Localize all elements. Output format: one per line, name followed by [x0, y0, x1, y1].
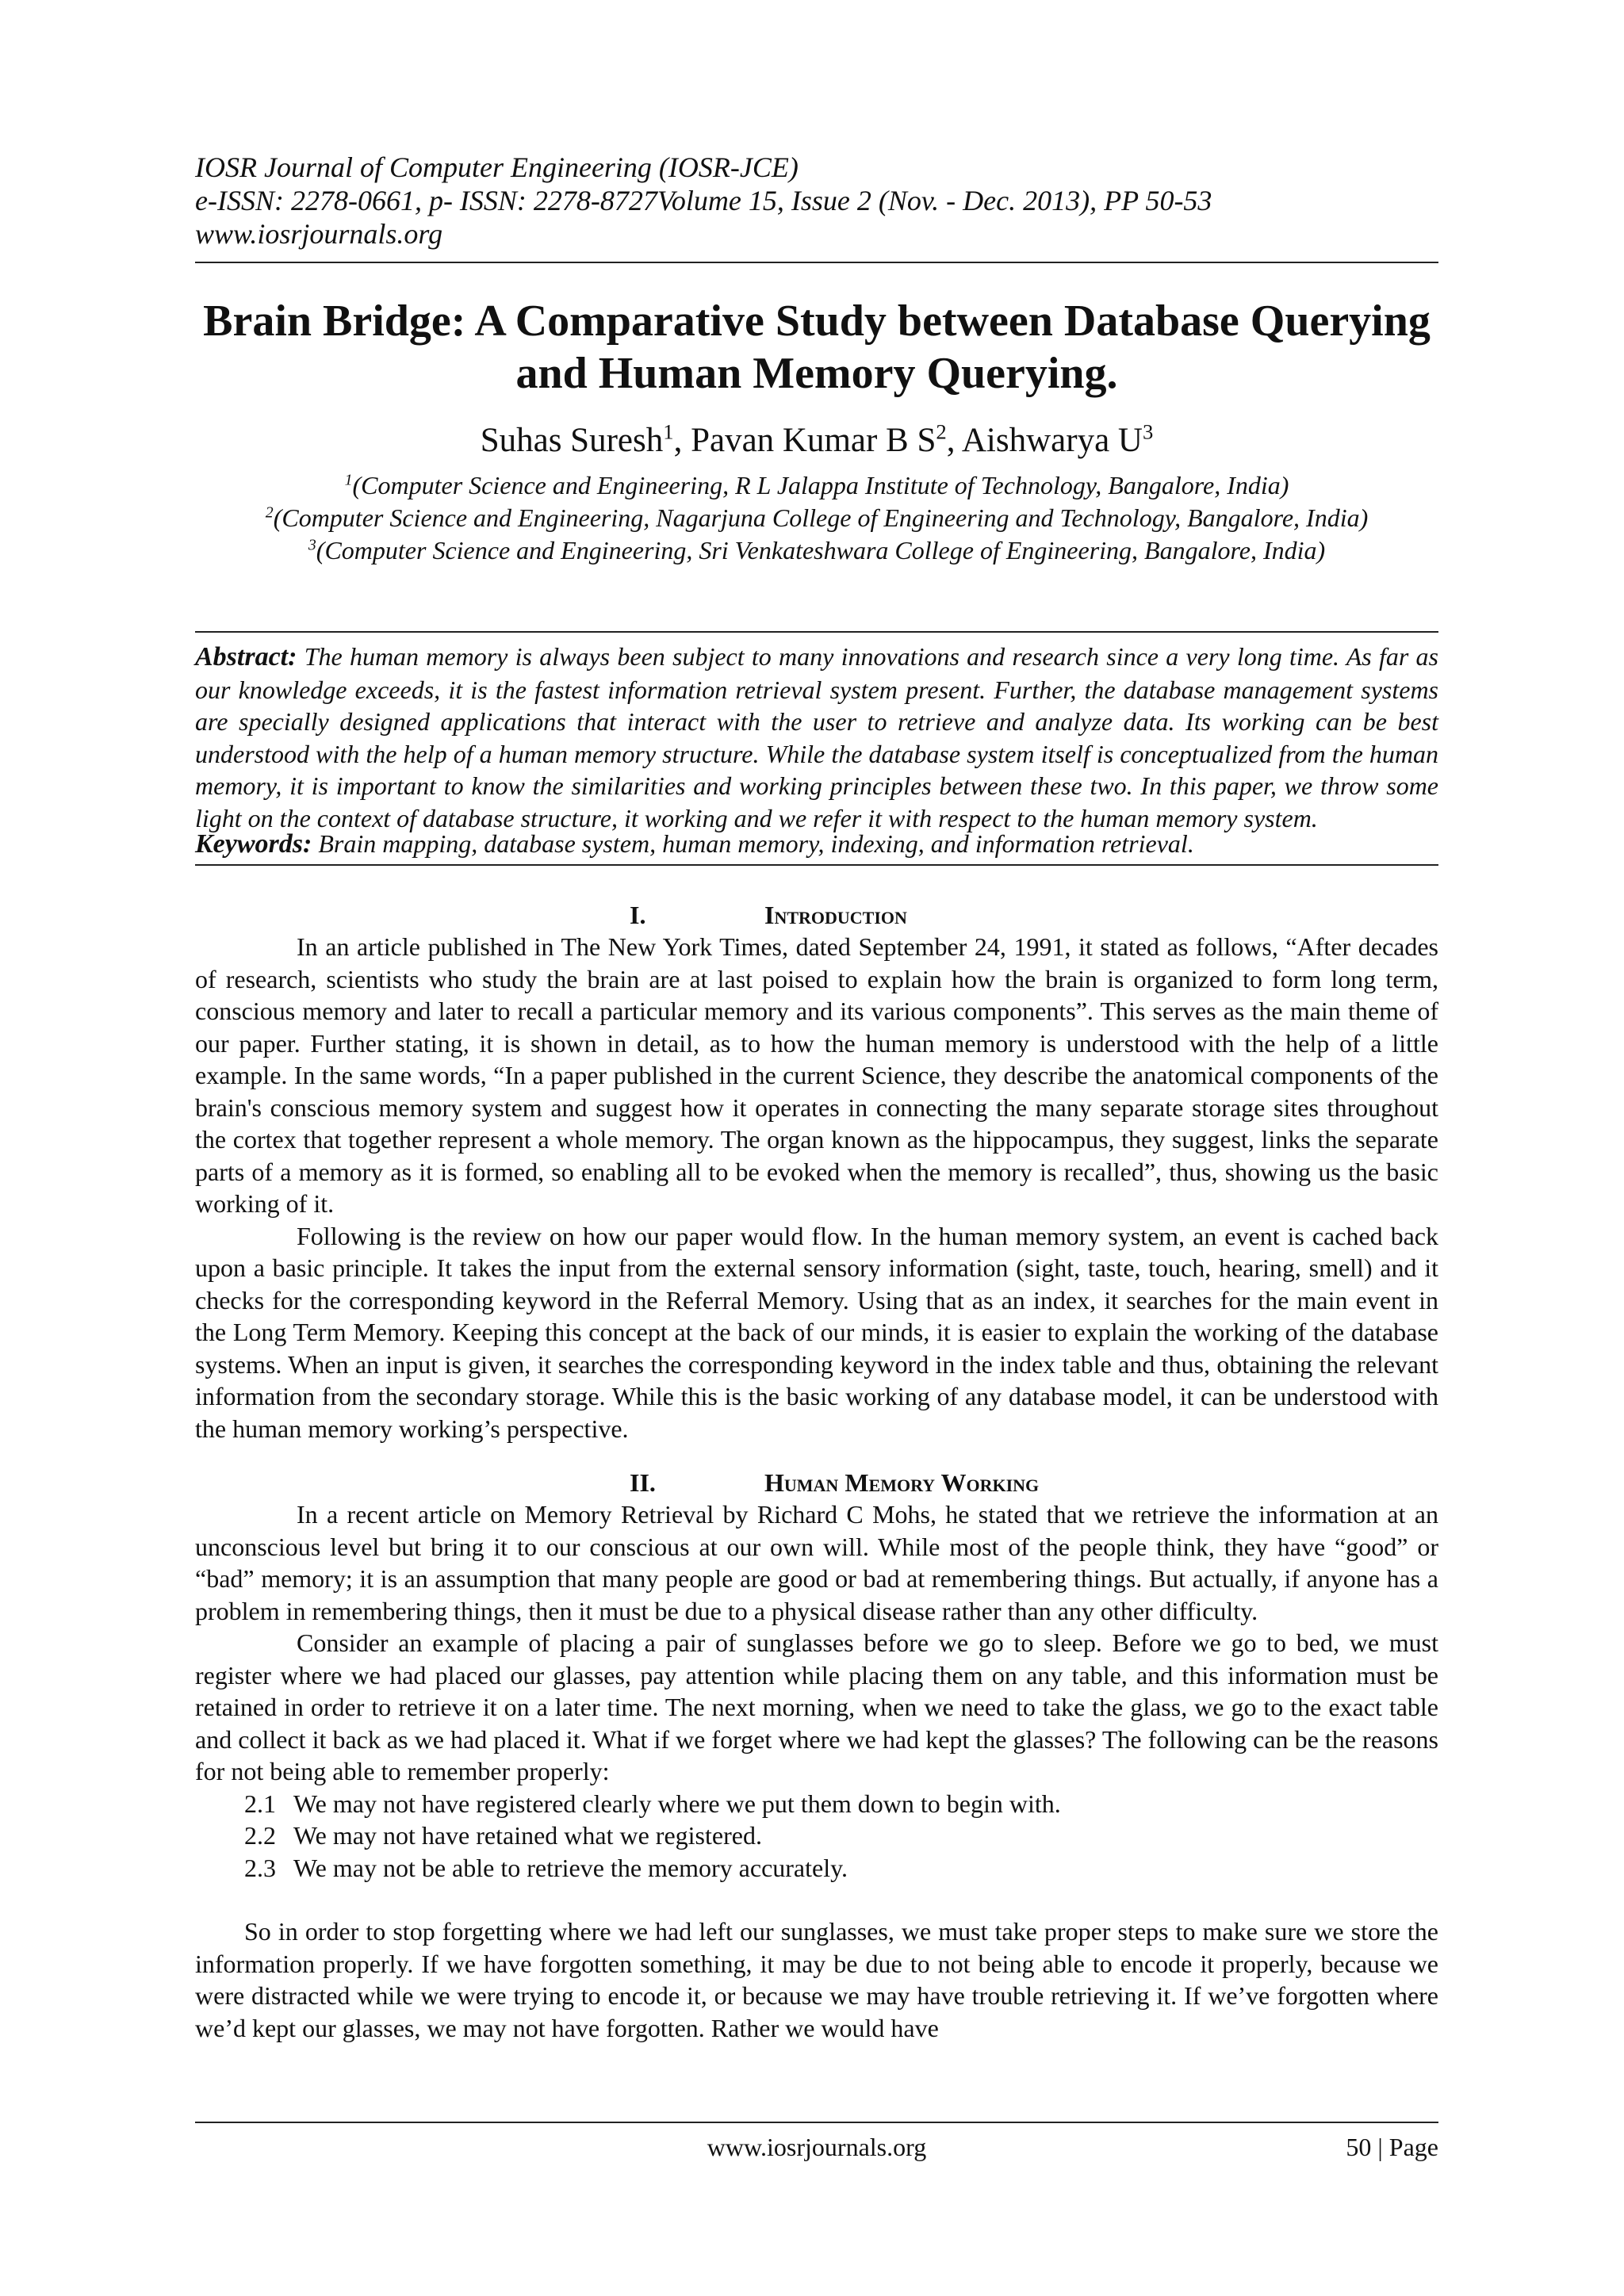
affiliation-mark: 3: [308, 536, 316, 554]
affiliation: [195, 534, 1438, 567]
affiliation-text: (Computer Science and Engineering, R L Jalappa Institute of Technology, Bangalore, India): [352, 471, 1289, 499]
introduction-body: [195, 931, 1438, 1445]
author-separator: ,: [946, 422, 962, 459]
author-name: Aishwarya U: [961, 422, 1143, 459]
author-separator: ,: [673, 422, 691, 459]
paragraph-gap: [195, 1884, 1438, 1915]
section-number: I.: [630, 901, 646, 929]
author-name: Pavan Kumar B S: [691, 422, 936, 459]
human-memory-working-body: [195, 1498, 1438, 2044]
list-item: [195, 1820, 1438, 1852]
affiliation-text: (Computer Science and Engineering, Sri Venkateshwara College of Engineering, Bangalore, India): [316, 536, 1326, 564]
abstract: [195, 641, 1438, 834]
keywords-text: Brain mapping, database system, human memory, indexing, and information retrieval.: [318, 829, 1194, 858]
paper-title-line1: Brain Bridge: A Comparative Study between Database Querying: [203, 297, 1431, 346]
footer-page-number: 50 | Page: [1346, 2133, 1438, 2161]
affiliation-text: (Computer Science and Engineering, Nagarjuna College of Engineering and Technology, Bangalore, India): [273, 503, 1369, 532]
journal-issn: e-ISSN: 2278-0661, p- ISSN: 2278-8727Volume 15, Issue 2 (Nov. - Dec. 2013), PP 50-53: [195, 185, 1212, 216]
paragraph: Consider an example of placing a pair of sunglasses before we go to sleep. Before we go to bed, we must register where we had placed our glasses, pay attention while placing them on any table, and this information must be retained in order to retrieve it on a later time. The next morning, when we need to take the glass, we go to the exact table and collect it back as we had placed it. What if we forget where we had kept the glasses? The following can be the reasons for not being able to remember properly:: [195, 1628, 1438, 1785]
section-title: Introduction: [764, 901, 907, 929]
journal-header: [195, 151, 1438, 251]
reasons-list: [195, 1788, 1438, 1885]
abstract-text: The human memory is always been subject to many innovations and research since a very long time. As far as our knowledge exceeds, it is the fastest information retrieval system present. Further, the database management systems are specially designed applications that interact with the user to retrieve and analyze data. Its working can be best understood with the help of a human memory structure. While the database system itself is conceptualized from the human memory, it is important to know the similarities and working principles between these two. In this paper, we throw some light on the context of database structure, it working and we refer it with respect to the human memory system.: [195, 642, 1439, 832]
paragraph: In a recent article on Memory Retrieval by Richard C Mohs, he stated that we retrieve the information at an unconscious level but bring it to our conscious at our own will. While most of the people think, they have “good” or “bad” memory; it is an assumption that many people are good or bad at remembering things. But actually, if anyone has a problem in remembering things, then it must be due to a physical disease rather than any other difficulty.: [195, 1500, 1438, 1625]
paragraph: In an article published in The New York Times, dated September 24, 1991, it stated as follows, “After decades of research, scientists who study the brain are at last poised to explain how the brain is organized to form long term, conscious memory and later to recall a particular memory and its various components”. This serves as the main theme of our paper. Further stating, it is shown in detail, as to how the human memory is understood with the help of a little example. In the same words, “In a paper published in the current Science, they describe the anatomical components of the brain's conscious memory system and suggest how it operates in connecting the many separate storage sites throughout the cortex that together represent a whole memory. The organ known as the hippocampus, they suggest, links the separate parts of a memory as it is formed, so enabling all to be evoked when the memory is recalled”, thus, showing us the basic working of it.: [195, 932, 1438, 1218]
affiliation-mark: 1: [344, 471, 353, 489]
footer-website[interactable]: www.iosrjournals.org: [707, 2133, 927, 2161]
abstract-label: Abstract:: [195, 642, 297, 672]
affiliation: [195, 469, 1438, 502]
list-item-text: We may not have registered clearly where we put them down to begin with.: [293, 1789, 1061, 1818]
affiliation: [195, 502, 1438, 534]
author-affil-mark: 3: [1142, 419, 1154, 444]
paragraph: So in order to stop forgetting where we had left our sunglasses, we must take proper steps to make sure we store the information properly. If we have forgotten something, it may be due to not being able to encode it properly, because we were distracted while we were trying to encode it, or because we may have trouble retrieving it. If we’ve forgotten where we’d kept our glasses, we may not have forgotten. Rather we would have: [195, 1917, 1438, 2042]
header-rule: [195, 262, 1438, 263]
list-item-number: 2.1: [244, 1789, 276, 1818]
author-list: [195, 420, 1438, 461]
section-title: Human Memory Working: [764, 1468, 1040, 1497]
author-name: Suhas Suresh: [480, 422, 664, 459]
section-number: II.: [630, 1468, 656, 1497]
paragraph: Following is the review on how our paper would flow. In the human memory system, an event is cached back upon a basic principle. It takes the input from the external sensory information (sight, taste, touch, hearing, smell) and it checks for the corresponding keyword in the Referral Memory. Using that as an index, it searches for the main event in the Long Term Memory. Keeping this concept at the back of our minds, it is easier to explain the working of the database systems. When an input is given, it searches the corresponding keyword in the index table and thus, obtaining the relevant information from the secondary storage. While this is the basic working of any database model, it can be understood with the human memory working’s perspective.: [195, 1221, 1438, 1443]
list-item-number: 2.2: [244, 1821, 276, 1850]
abstract-top-rule: [195, 631, 1438, 633]
affiliation-list: [195, 469, 1438, 567]
keywords-label: Keywords:: [195, 829, 312, 859]
list-item-number: 2.3: [244, 1853, 276, 1882]
keywords: [195, 828, 1438, 861]
abstract-bottom-rule: [195, 864, 1438, 866]
footer-rule: [195, 2122, 1438, 2123]
author-affil-mark: 2: [936, 419, 947, 444]
journal-name: IOSR Journal of Computer Engineering (IOSR-JCE): [195, 151, 799, 183]
list-item: [195, 1852, 1438, 1885]
list-item: [195, 1788, 1438, 1820]
affiliation-mark: 2: [265, 503, 274, 522]
author-affil-mark: 1: [663, 419, 674, 444]
journal-website[interactable]: www.iosrjournals.org: [195, 218, 443, 250]
paper-title-line2: and Human Memory Querying.: [515, 349, 1118, 398]
paper-title: [195, 295, 1438, 400]
list-item-text: We may not have retained what we registered.: [293, 1821, 762, 1850]
list-item-text: We may not be able to retrieve the memory accurately.: [293, 1853, 848, 1882]
